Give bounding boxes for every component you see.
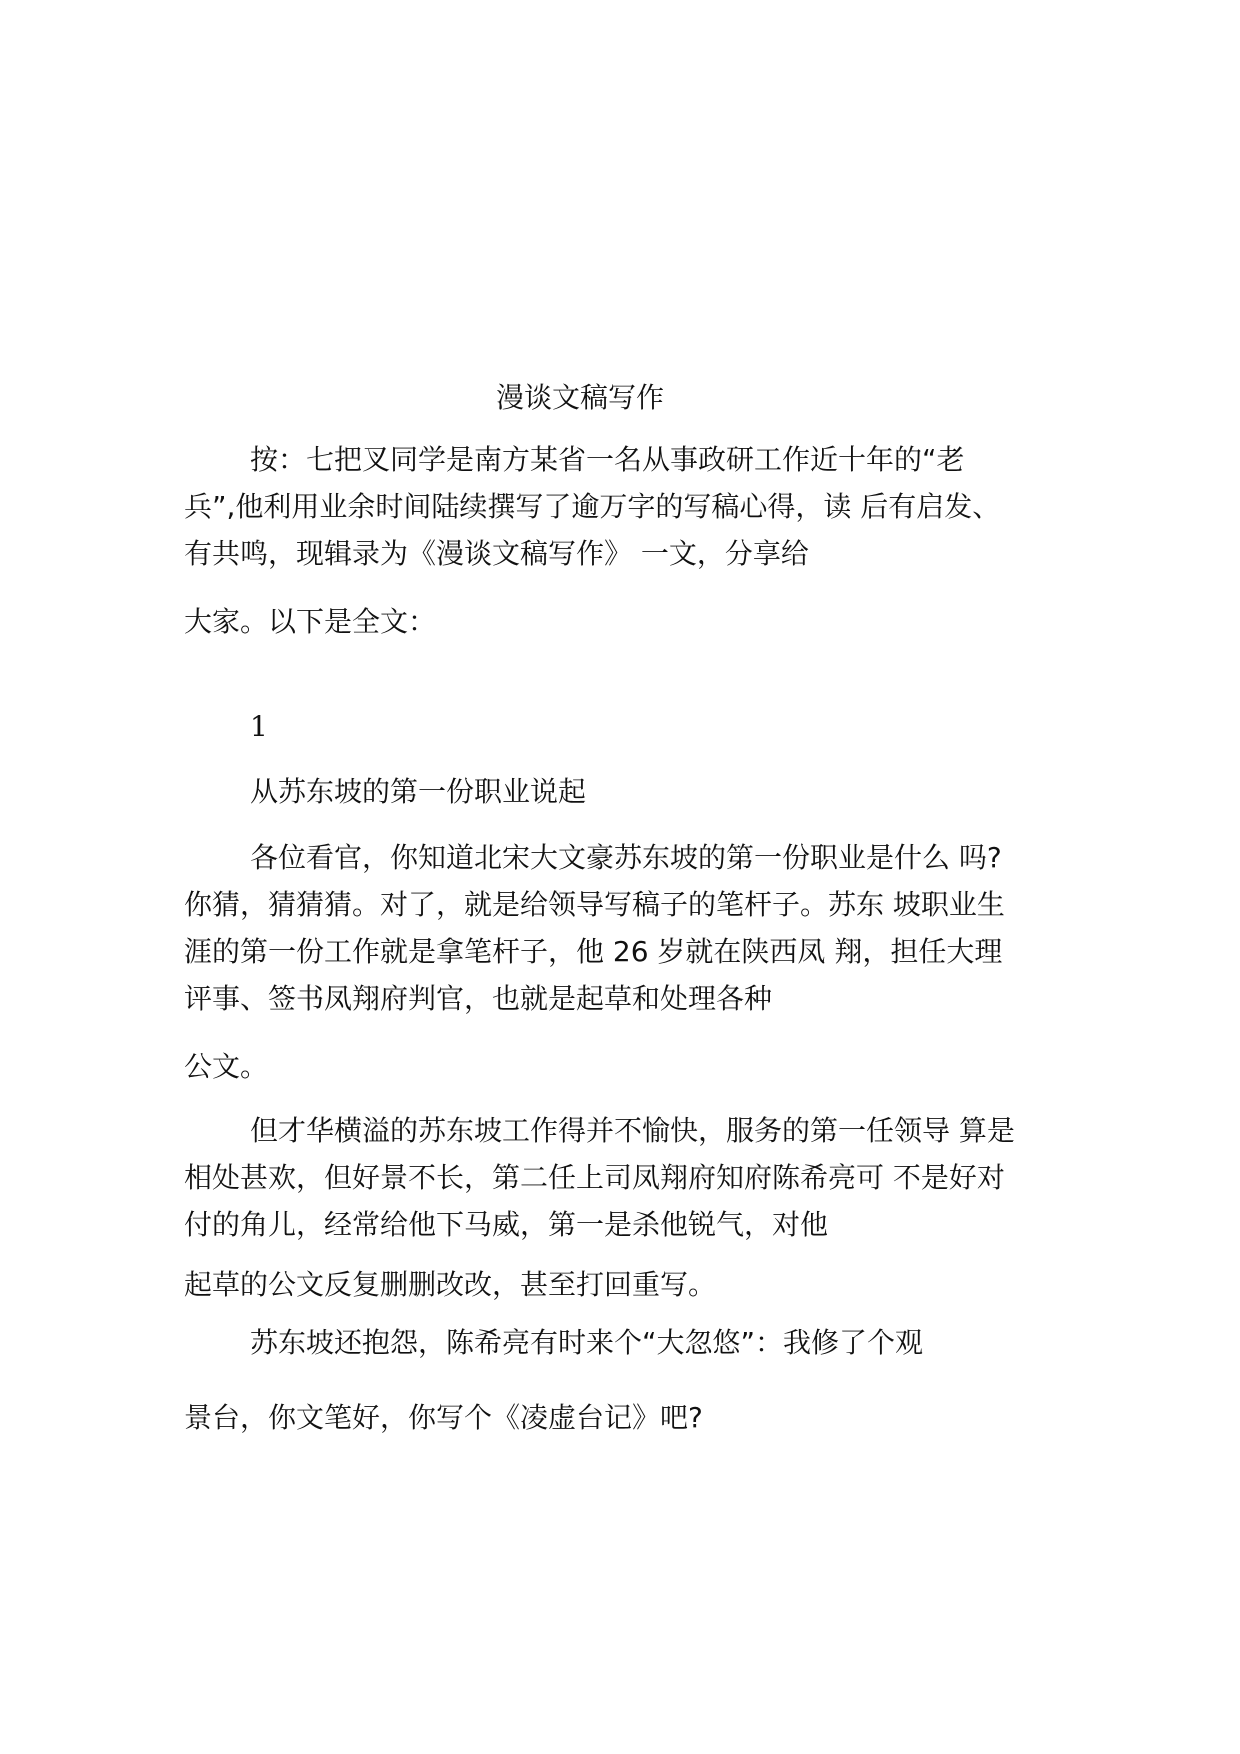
paragraph-line: 公文。 <box>184 1050 269 1083</box>
paragraph-line: 苏东坡还抱怨，陈希亮有时来个“大忽悠”：我修了个观 <box>250 1326 924 1359</box>
paragraph-line: 相处甚欢，但好景不长，第二任上司凤翔府知府陈希亮可 不是好对 <box>184 1161 1005 1194</box>
paragraph-line: 你猜，猜猜猜。对了，就是给领导写稿子的笔杆子。苏东 坡职业生 <box>184 888 1005 921</box>
document-title: 漫谈文稿写作 <box>495 381 664 414</box>
paragraph-line: 但才华横溢的苏东坡工作得并不愉快，服务的第一任领导 算是 <box>250 1114 1015 1147</box>
intro-line: 大家。以下是全文： <box>184 605 437 638</box>
paragraph-line: 景台，你文笔好，你写个《凌虚台记》吧? <box>184 1401 703 1434</box>
paragraph-line: 付的角儿，经常给他下马威，第一是杀他锐气，对他 <box>184 1208 829 1241</box>
paragraph-line: 各位看官，你知道北宋大文豪苏东坡的第一份职业是什么 吗? <box>250 841 1002 874</box>
paragraph-line: 评事、签书凤翔府判官，也就是起草和处理各种 <box>184 982 773 1015</box>
paragraph-line: 起草的公文反复删删改改，甚至打回重写。 <box>184 1268 717 1301</box>
intro-line: 兵”,他利用业余时间陆续撰写了逾万字的写稿心得，读 后有启发、 <box>184 490 1001 523</box>
paragraph-line: 涯的第一份工作就是拿笔杆子，他 26 岁就在陕西凤 翔，担任大理 <box>184 935 1003 968</box>
intro-line: 有共鸣，现辑录为《漫谈文稿写作》 一文，分享给 <box>184 537 809 570</box>
section-number: 1 <box>250 710 268 743</box>
intro-line: 按：七把叉同学是南方某省一名从事政研工作近十年的“老 <box>250 443 965 476</box>
section-title: 从苏东坡的第一份职业说起 <box>250 775 587 808</box>
